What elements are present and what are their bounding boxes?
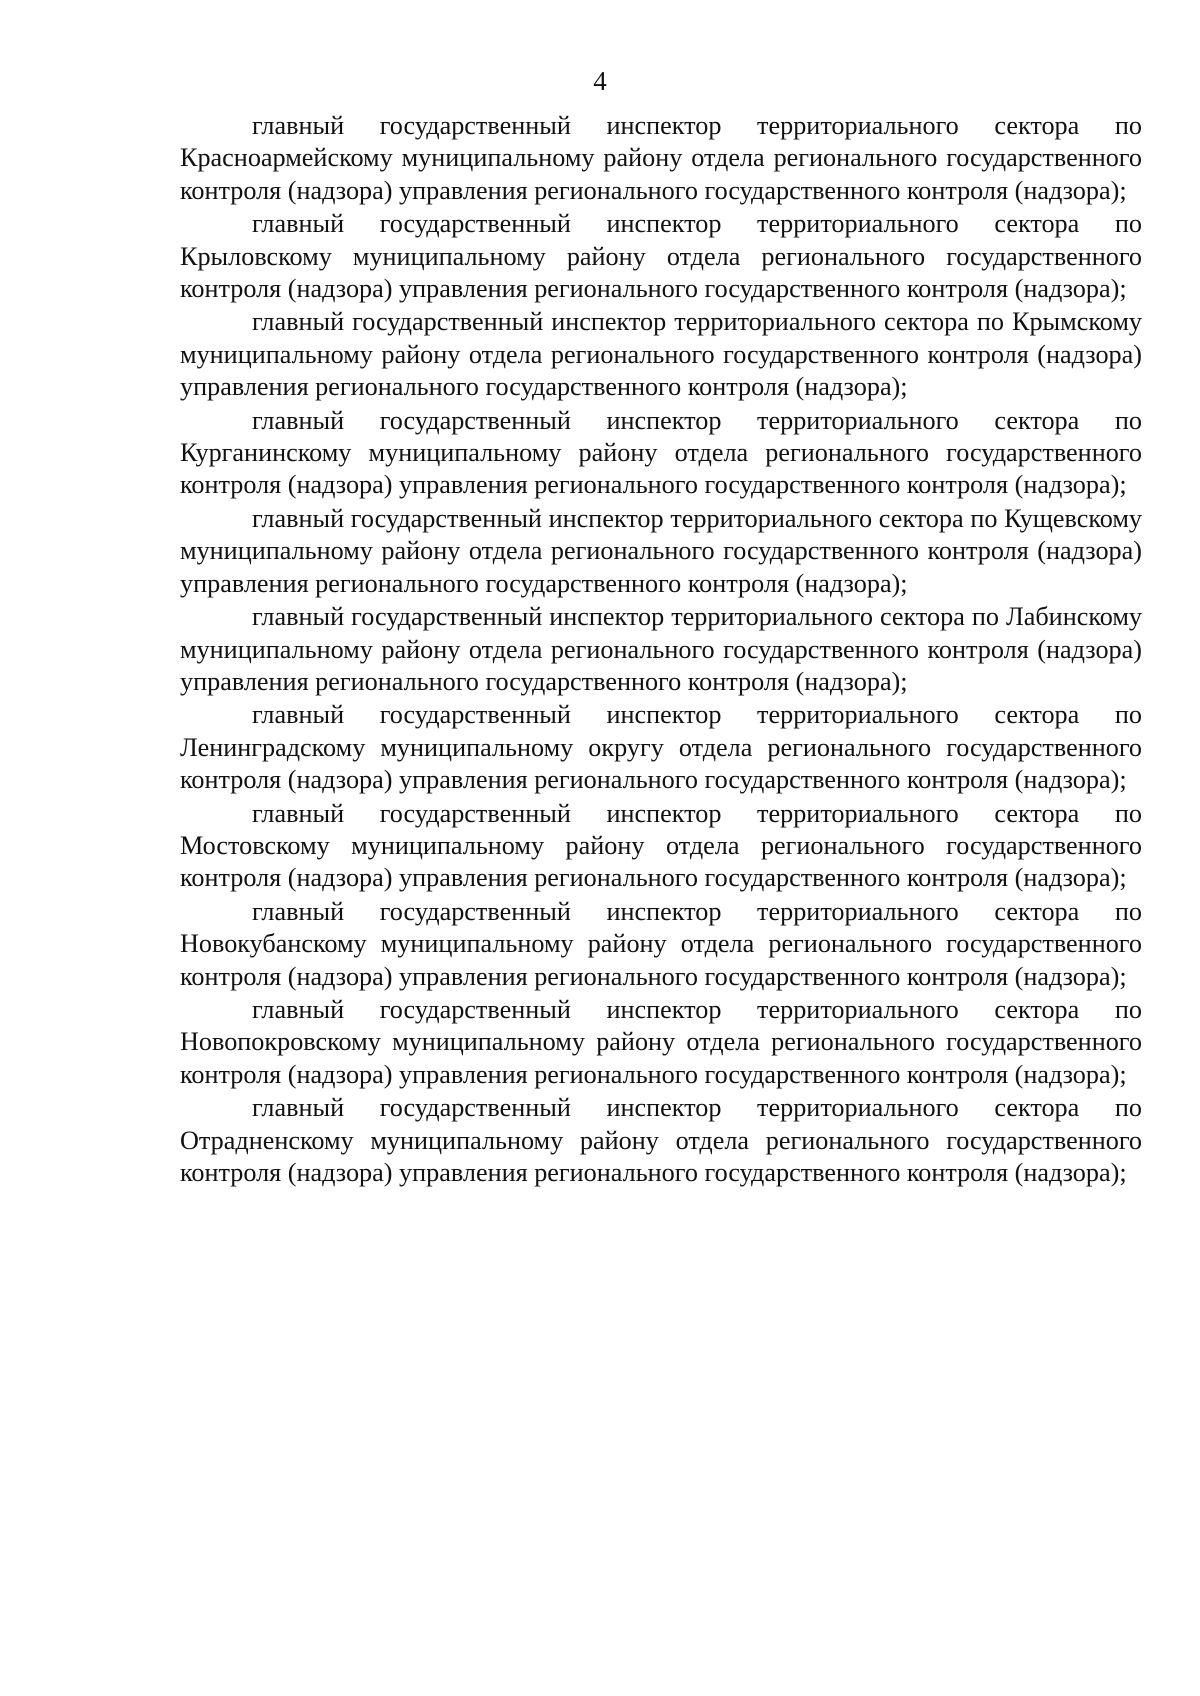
paragraph-kurganinsky: главный государственный инспектор территориального сектора по Курганинскому муниципальному району отдела регионального государственного контроля (надзора) управления регионального государственного контроля (надзора); — [180, 405, 1142, 500]
paragraph-kushchevsky: главный государственный инспектор территориального сектора по Кущевскому муниципальному району отдела регионального государственного контроля (надзора) управления регионального государственного контроля (надзора); — [180, 503, 1142, 598]
paragraph-novopokrovsky: главный государственный инспектор территориального сектора по Новопокровскому муниципальному району отдела регионального государственного контроля (надзора) управления регионального государственного контроля (надзора); — [180, 994, 1142, 1089]
paragraph-leningradsky: главный государственный инспектор территориального сектора по Ленинградскому муниципальному округу отдела регионального государственного контроля (надзора) управления регионального государственного контроля (надзора); — [180, 700, 1142, 795]
paragraph-novokubansky: главный государственный инспектор территориального сектора по Новокубанскому муниципальному району отдела регионального государственного контроля (надзора) управления регионального государственного контроля (надзора); — [180, 896, 1142, 991]
paragraph-krasnoarmeisky: главный государственный инспектор территориального сектора по Красноармейскому муниципальному району отдела регионального государственного контроля (надзора) управления регионального государственного контроля (надзора); — [180, 111, 1142, 205]
paragraph-mostovsky: главный государственный инспектор территориального сектора по Мостовскому муниципальному району отдела регионального государственного контроля (надзора) управления регионального государственного контроля (надзора); — [180, 798, 1142, 893]
paragraph-labinsky: главный государственный инспектор территориального сектора по Лабинскому муниципальному району отдела регионального государственного контроля (надзора) управления регионального государственного контроля (надзора); — [180, 602, 1142, 696]
page-number: 4 — [593, 66, 607, 96]
paragraph-krymsky: главный государственный инспектор территориального сектора по Крымскому муниципальному району отдела регионального государственного контроля (надзора) управления регионального государственного контроля (надзора); — [180, 307, 1142, 402]
paragraph-krylovsky: главный государственный инспектор территориального сектора по Крыловскому муниципальному району отдела регионального государственного контроля (надзора) управления регионального государственного контроля (надзора); — [180, 209, 1142, 304]
paragraph-otradnensky: главный государственный инспектор территориального сектора по Отрадненскому муниципальному району отдела регионального государственного контроля (надзора) управления регионального государственного контроля (надзора); — [180, 1093, 1142, 1187]
document-body — [180, 110, 1142, 1190]
